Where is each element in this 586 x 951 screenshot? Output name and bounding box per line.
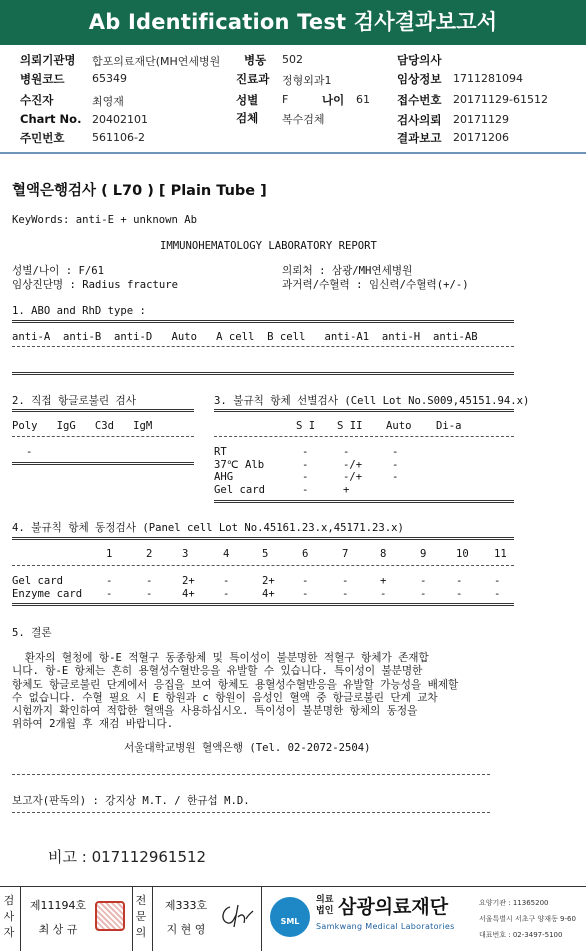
examiner-label: 검사자 xyxy=(3,894,15,939)
report-title: Ab Identification Test 검사결과보고서 xyxy=(0,0,586,45)
panel-cell: - xyxy=(456,588,463,600)
screen-column-header: S I xyxy=(296,420,316,432)
panel-cell: 2+ xyxy=(182,575,195,587)
dat-columns: Poly IgG C3d IgM xyxy=(12,420,153,432)
screen-cell: + xyxy=(343,483,350,496)
dept-label: 진료과 xyxy=(236,72,270,86)
panel-cell: - xyxy=(342,588,349,600)
screen-cell: - xyxy=(392,471,399,483)
conclusion-line-prefix: 항체도 항글로불린 단계에서 응집을 보여 xyxy=(12,678,218,691)
rule xyxy=(12,346,514,347)
panel-row-label: Enzyme card xyxy=(12,588,83,600)
sex-age: 성별/나이 : F/61 xyxy=(12,265,104,277)
patient-value: 최영재 xyxy=(92,95,124,108)
sml-logo-icon xyxy=(270,897,310,937)
panel-column-header: 10 xyxy=(456,548,469,560)
divider xyxy=(0,152,586,154)
rule xyxy=(12,436,194,437)
ssn-label: 주민번호 xyxy=(20,131,65,145)
receipt-label: 접수번호 xyxy=(397,93,442,107)
panel-column-header: 9 xyxy=(420,548,427,560)
ward-value: 502 xyxy=(282,53,303,66)
org-name: 삼광의료재단 xyxy=(338,896,449,918)
history: 과거력/수혈력 : 임신력/수혈력(+/-) xyxy=(282,279,469,291)
signature-block xyxy=(0,887,262,951)
screen-cell: - xyxy=(302,483,309,496)
chart-value: 20402101 xyxy=(92,113,148,126)
panel-title: 4. 불규칙 항체 동정검사 (Panel cell Lot No.45161.23.x,45171.23.x) xyxy=(12,522,404,534)
panel-row-label: Gel card xyxy=(12,575,64,587)
specialist-name: 지 현 영 xyxy=(166,923,206,936)
age-value: 61 xyxy=(356,93,370,106)
panel-cell: - xyxy=(494,575,501,587)
ward-label: 병동 xyxy=(244,53,267,67)
panel-column-header: 4 xyxy=(223,548,230,560)
rule xyxy=(12,372,514,375)
hospital-code-value: 65349 xyxy=(92,72,127,85)
panel-cell: - xyxy=(146,575,153,587)
section-title: 혈액은행검사 ( L70 ) [ Plain Tube ] xyxy=(12,183,267,199)
screen-title: 3. 불규칙 항체 선별검사 (Cell Lot No.S009,45151.94.x) xyxy=(214,395,530,407)
examiner-name: 최 상 규 xyxy=(38,923,78,936)
examiner-number: 제11194호 xyxy=(29,899,87,912)
patient-label: 수진자 xyxy=(20,93,54,107)
report-date-value: 20171206 xyxy=(453,131,509,144)
panel-cell: - xyxy=(106,575,113,587)
footer xyxy=(0,886,586,951)
panel-cell: 4+ xyxy=(182,588,195,600)
abo-title: 1. ABO and RhD type : xyxy=(12,305,146,317)
divider xyxy=(20,887,21,951)
org-prefix: 의료법인 xyxy=(316,895,334,916)
clinical-value: 1711281094 xyxy=(453,72,523,85)
signature-icon xyxy=(218,901,256,931)
panel-cell: + xyxy=(380,575,387,587)
address: 서울특별시 서초구 양재동 9-60 xyxy=(479,915,576,923)
clinical-label: 임상정보 xyxy=(397,72,442,86)
rule xyxy=(12,537,514,540)
rule xyxy=(12,774,490,775)
screen-column-header: Di-a xyxy=(436,420,462,432)
phone: 대표번호 : 02-3497-5100 xyxy=(479,931,563,939)
hospital-code-label: 병원코드 xyxy=(20,72,65,86)
screen-column-header: Auto xyxy=(386,420,412,432)
screen-cell: - xyxy=(302,471,309,483)
panel-cell: - xyxy=(342,575,349,587)
org-english: Samkwang Medical Laboratories xyxy=(316,922,455,931)
screen-row-label: Gel card xyxy=(214,483,266,496)
rule xyxy=(214,500,514,503)
dept-value: 정형외과1 xyxy=(282,74,332,87)
panel-cell: - xyxy=(494,588,501,600)
reporter: 보고자(판독의) : 강지상 M.T. / 한규섭 M.D. xyxy=(12,795,250,807)
conclusion-line: 위하여 2개월 후 재검 바랍니다. xyxy=(12,718,174,731)
report-date-label: 결과보고 xyxy=(397,131,442,145)
dat-title: 2. 직접 항글로불린 검사 xyxy=(12,395,136,407)
institution-value: 합포의료재단(MH연세병원 xyxy=(92,55,221,68)
screen-row-label: AHG xyxy=(214,471,234,483)
rule xyxy=(12,320,514,323)
panel-cell: - xyxy=(106,588,113,600)
panel-cell: - xyxy=(223,575,230,587)
rule xyxy=(12,603,514,606)
panel-cell: - xyxy=(420,575,427,587)
panel-cell: - xyxy=(223,588,230,600)
rule xyxy=(12,565,514,566)
receipt-value: 20171129-61512 xyxy=(453,93,548,106)
screen-cell: - xyxy=(302,446,309,458)
panel-column-header: 3 xyxy=(182,548,189,560)
panel-cell: - xyxy=(380,588,387,600)
keywords: KeyWords: anti-E + unknown Ab xyxy=(12,214,197,226)
screen-cell: - xyxy=(392,458,399,471)
specimen-value: 복수검체 xyxy=(282,113,325,126)
conclusion-line: 시험까지 확인하여 적합한 혈액을 사용하십시오. 특이성이 불분명한 항체의 동정을 xyxy=(12,705,418,718)
ssn-value: 561106-2 xyxy=(92,131,145,144)
diagnosis: 임상진단명 : Radius fracture xyxy=(12,279,178,291)
conclusion-line-suffix: 항체도 용혈성수혈반응을 유발할 가능성을 배제할 xyxy=(217,678,459,691)
conclusion-text xyxy=(12,652,532,732)
request-value: 20171129 xyxy=(453,113,509,126)
rule xyxy=(12,409,194,412)
screen-cell: -/+ xyxy=(343,471,363,483)
sex-label: 성별 xyxy=(236,93,259,107)
conclusion-line: 니다. 항-E 항체는 흔히 용혈성수혈반응을 유발할 수 있습니다. 특이성이 불분명한 xyxy=(12,665,423,678)
doctor-label: 담당의사 xyxy=(397,53,442,67)
rule xyxy=(214,409,514,412)
agency-number: 요양기관 : 11365200 xyxy=(479,899,549,907)
screen-cell: - xyxy=(343,446,350,458)
requester: 의뢰처 : 삼광/MH연세병원 xyxy=(282,265,413,277)
sex-value: F xyxy=(282,93,289,106)
contact-info xyxy=(479,895,585,943)
institution-label: 의뢰기관명 xyxy=(20,53,76,67)
note: 비고 : 017112961512 xyxy=(48,848,207,866)
panel-cell: - xyxy=(456,575,463,587)
panel-cell: - xyxy=(146,588,153,600)
request-label: 검사의뢰 xyxy=(397,113,442,127)
lab-title: IMMUNOHEMATOLOGY LABORATORY REPORT xyxy=(160,240,377,252)
panel-cell: - xyxy=(420,588,427,600)
specialist-number: 제333호 xyxy=(164,899,208,912)
rule xyxy=(12,812,490,813)
rule xyxy=(12,462,194,465)
panel-column-header: 5 xyxy=(262,548,269,560)
signoff: 서울대학교병원 혈액은행 (Tel. 02-2072-2504) xyxy=(124,742,371,754)
panel-cell: - xyxy=(302,588,309,600)
panel-column-header: 6 xyxy=(302,548,309,560)
screen-cell: -/+ xyxy=(343,458,363,471)
examiner-seal-icon xyxy=(95,901,125,931)
rule xyxy=(214,436,514,437)
patient-info xyxy=(0,48,586,148)
specimen-label: 검체 xyxy=(236,111,259,125)
panel-column-header: 7 xyxy=(342,548,349,560)
conclusion-line: 환자의 혈청에 항-E 적혈구 동종항체 및 특이성이 불분명한 적혈구 항체가 존재합 xyxy=(12,652,429,664)
conclusion-title: 5. 결론 xyxy=(12,627,52,639)
conclusion-line xyxy=(12,679,532,692)
panel-column-header: 1 xyxy=(106,548,113,560)
screen-column-header: S II xyxy=(337,420,363,432)
divider xyxy=(152,887,153,951)
screen-cell: - xyxy=(392,446,399,458)
dat-value: - xyxy=(26,446,33,458)
panel-column-header: 2 xyxy=(146,548,153,560)
specialist-label: 전문의 xyxy=(135,894,147,939)
panel-column-header: 11 xyxy=(494,548,507,560)
panel-column-header: 8 xyxy=(380,548,387,560)
abo-columns: anti-A anti-B anti-D Auto A cell B cell anti-A1 anti-H anti-AB xyxy=(12,331,478,343)
chart-label: Chart No. xyxy=(20,112,82,126)
logo-text: SML xyxy=(280,917,300,926)
panel-cell: - xyxy=(302,575,309,587)
panel-cell: 4+ xyxy=(262,588,275,600)
screen-cell: - xyxy=(302,458,309,471)
conclusion-line: 수 없습니다. 수혈 필요 시 E 항원과 c 항원이 음성인 혈액 중 항글로불린 단계 교차 xyxy=(12,691,438,704)
screen-row-label: RT xyxy=(214,446,227,458)
age-label: 나이 xyxy=(322,93,345,107)
screen-row-label: 37℃ Alb xyxy=(214,458,265,471)
brand xyxy=(270,887,476,951)
panel-cell: 2+ xyxy=(262,575,275,587)
